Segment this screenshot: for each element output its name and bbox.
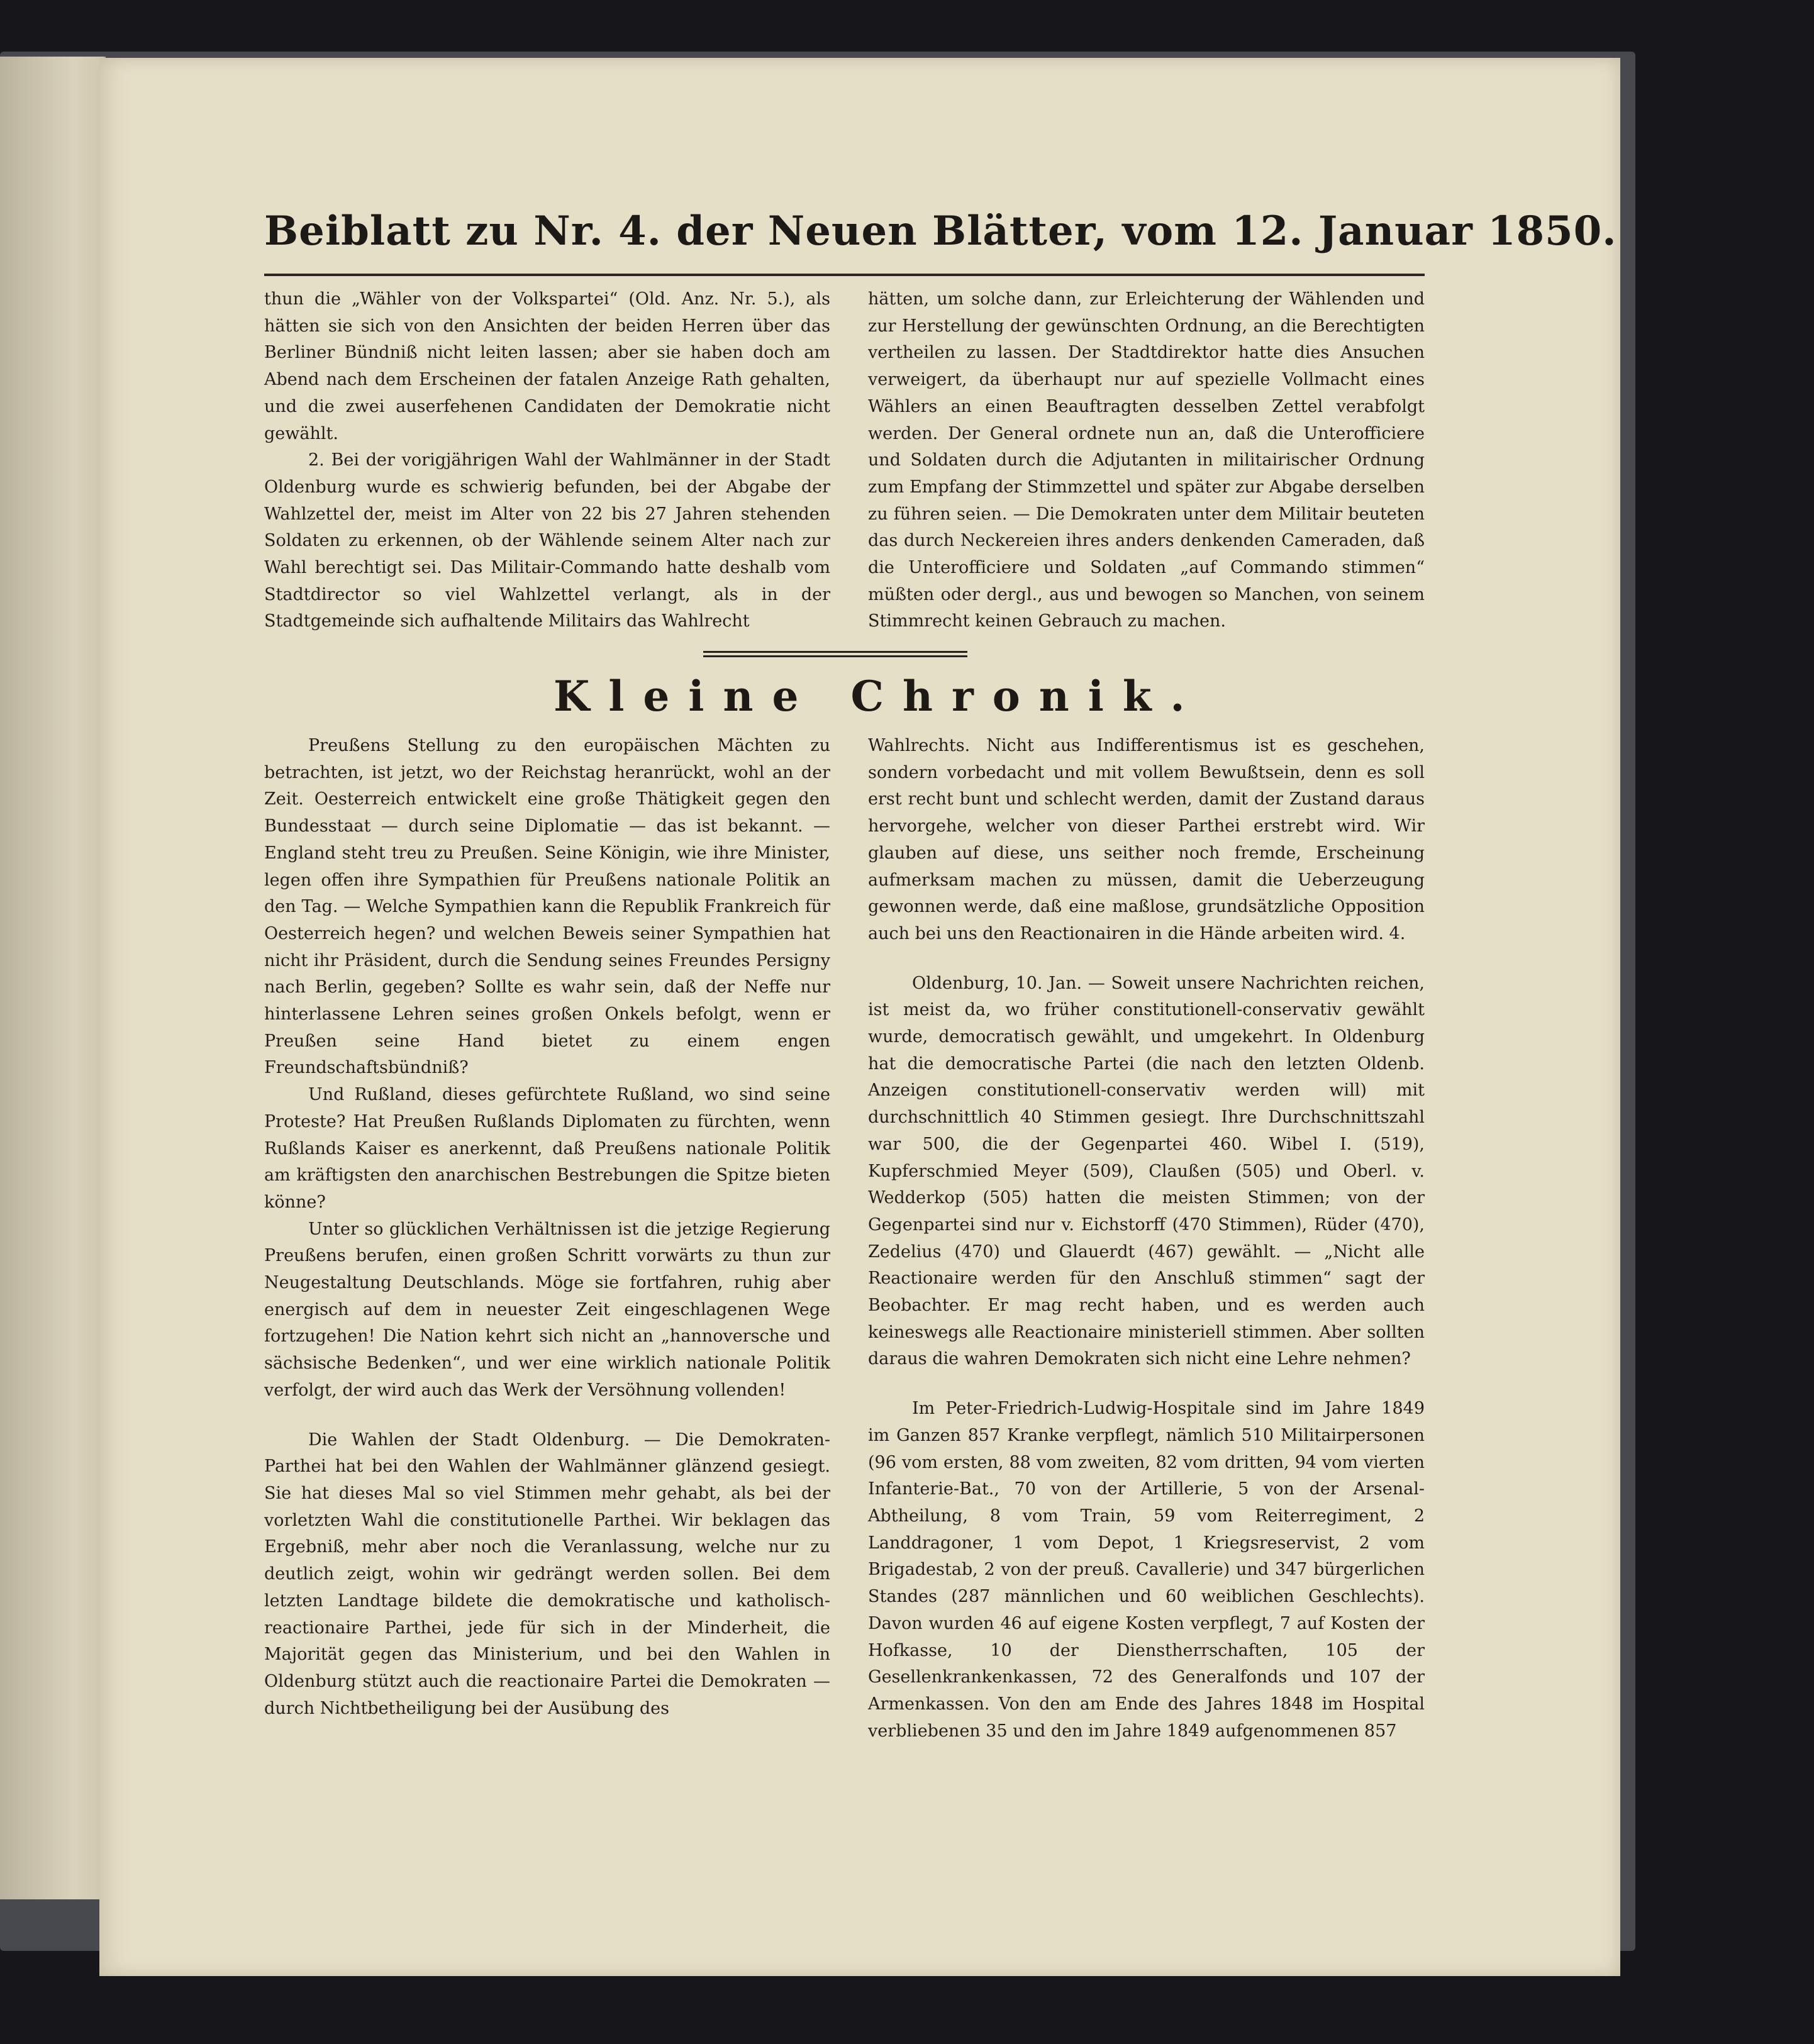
paragraph: Im Peter-Friedrich-Ludwig-Hospitale sind im Jahre 1849 im Ganzen 857 Kranke verpflegt, nämlich 510 Militairpersonen (96 vom ersten, 88 vom zweiten, 82 vom dritten, 94 vom vierten Infanterie-Bat., 70 von der Artillerie, 5 von der Arsenal-Abtheilung, 8 vom Train, 59 vom Reiterregiment, 2 Landdragoner, 1 vom Depot, 1 Kriegsreservist, 2 vom Brigadestab, 2 von der preuß. Cavallerie) und 347 bürgerlichen Standes (287 männlichen und 60 weiblichen Geschlechts). Davon wurden 46 auf eigene Kosten verpflegt, 7 auf Kosten der Hofkasse, 10 der Dienstherrschaften, 105 der Gesellenkrankenkassen, 72 des Generalfonds und 107 der Armenkassen. Von den am Ende des Jahres 1848 im Hospital verbliebenen 35 und den im Jahre 1849 aufgenommenen 857	[868, 1399, 1425, 1741]
paragraph: 2. Bei der vorigjährigen Wahl der Wahlmänner in der Stadt Oldenburg wurde es schwierig befunden, bei der Abgabe der Wahlzettel der, meist im Alter von 22 bis 27 Jahren stehenden Soldaten zu erkennen, ob der Wählende seinem Alter nach zur Wahl berechtigt sei. Das Militair-Commando hatte deshalb vom Stadtdirector so viel Wahlzettel verlangt, als in der Stadtgemeinde sich aufhaltende Militairs das Wahlrecht	[264, 450, 830, 631]
column-top-left	[264, 286, 830, 635]
paragraph: Unter so glücklichen Verhältnissen ist die jetzige Regierung Preußens berufen, einen großen Schritt vorwärts zu thun zur Neugestaltung Deutschlands. Möge sie fortfahren, ruhig aber energisch auf dem in neuester Zeit eingeschlagenen Wege fortzugehen! Die Nation kehrt sich nicht an „hannoversche und sächsische Bedenken“, und wer eine wirklich nationale Politik verfolgt, der wird auch das Werk der Versöhnung vollenden!	[264, 1219, 830, 1400]
column-bottom-right	[868, 733, 1425, 1745]
column-top-right	[868, 286, 1425, 635]
paragraph: Oldenburg, 10. Jan. — Soweit unsere Nachrichten reichen, ist meist da, wo früher constitutionell-conservativ gewählt wurde, democratisch gewählt, und umgekehrt. In Oldenburg hat die democratische Partei (die nach den letzten Oldenb. Anzeigen constitutionell-conservativ werden will) mit durchschnittlich 40 Stimmen gesiegt. Ihre Durchschnittszahl war 500, die der Gegenpartei 460. Wibel I. (519), Kupferschmied Meyer (509), Claußen (505) und Oberl. v. Wedderkop (505) hatten die meisten Stimmen; von der Gegenpartei sind nur v. Eichstorff (470 Stimmen), Rüder (470), Zedelius (470) und Glauerdt (467) gewählt. — „Nicht alle Reactionaire werden für den Anschluß stimmen“ sagt der Beobachter. Er mag recht haben, und es werden auch keineswegs alle Reactionaire ministeriell stimmen. Aber sollten daraus die wahren Demokraten sich nicht eine Lehre nehmen?	[868, 973, 1425, 1369]
paragraph: Und Rußland, dieses gefürchtete Rußland, wo sind seine Proteste? Hat Preußen Rußlands Diplomaten zu fürchten, wenn Rußlands Kaiser es anerkennt, daß Preußens nationale Politik am kräftigsten den anarchischen Bestrebungen die Spitze bieten könne?	[264, 1085, 830, 1212]
paragraph: Wahlrechts. Nicht aus Indifferentismus ist es geschehen, sondern vorbedacht und mit vollem Bewußtsein, denn es soll erst recht bunt und schlecht werden, damit der Zustand daraus hervorgehe, welcher von dieser Parthei erstrebt wird. Wir glauben auf diese, uns seither noch fremde, Erscheinung aufmerksam machen zu müssen, damit die Ueberzeugung gewonnen werde, daß eine maßlose, grundsätzliche Opposition auch bei uns den Reactionairen in die Hände arbeiten wird. 4.	[868, 736, 1425, 943]
column-bottom-left	[264, 733, 830, 1722]
paragraph: thun die „Wähler von der Volkspartei“ (Old. Anz. Nr. 5.), als hätten sie sich von den Ansichten der beiden Herren über das Berliner Bündniß nicht leiten lassen; aber sie haben doch am Abend nach dem Erscheinen der fatalen Anzeige Rath gehalten, und die zwei auserfehenen Candidaten der Demokratie nicht gewählt.	[264, 289, 830, 443]
paragraph: Die Wahlen der Stadt Oldenburg. — Die Demokraten-Parthei hat bei den Wahlen der Wahlmänner glänzend gesiegt. Sie hat dieses Mal so viel Stimmen mehr gehabt, als bei der vorletzten Wahl die constitutionelle Parthei. Wir beklagen das Ergebniß, mehr aber noch die Veranlassung, welche nur zu deutlich zeigt, wohin wir gedrängt werden sollen. Bei dem letzten Landtage bildete die demokratische und katholisch-reactionaire Parthei, jede für sich in der Minderheit, die Majorität gegen das Ministerium, und bei den Wahlen in Oldenburg stützt auch die reactionaire Partei die Demokraten — durch Nichtbetheiligung bei der Ausübung des	[264, 1430, 830, 1718]
paragraph: hätten, um solche dann, zur Erleichterung der Wählenden und zur Herstellung der gewünschten Ordnung, an die Berechtigten vertheilen zu lassen. Der Stadtdirektor hatte dies Ansuchen verweigert, da überhaupt nur auf spezielle Vollmacht eines Wählers an einen Beauftragten desselben Zettel verabfolgt werden. Der General ordnete nun an, daß die Unterofficiere und Soldaten durch die Adjutanten in militairischer Ordnung zum Empfang der Stimmzettel und später zur Abgabe derselben zu führen seien. — Die Demokraten unter dem Militair beuteten das durch Neckereien ihres anders denkenden Cameraden, daß die Unterofficiere und Soldaten „auf Commando stimmen“ müßten oder dergl., aus und bewogen so Manchen, von seinem Stimmrecht keinen Gebrauch zu machen.	[868, 289, 1425, 631]
section-heading: Kleine Chronik.	[554, 672, 1204, 721]
masthead-title: Beiblatt zu Nr. 4. der Neuen Blätter, vom 12. Januar 1850.	[264, 208, 1617, 255]
masthead-rule	[264, 274, 1425, 276]
left-page-edge	[0, 57, 106, 1899]
paragraph: Preußens Stellung zu den europäischen Mächten zu betrachten, ist jetzt, wo der Reichstag heranrückt, wohl an der Zeit. Oesterreich entwickelt eine große Thätigkeit gegen den Bundesstaat — durch seine Diplomatie — das ist bekannt. — England steht treu zu Preußen. Seine Königin, wie ihre Minister, legen offen ihre Sympathien für Preußens nationale Politik an den Tag. — Welche Sympathien kann die Republik Frankreich für Oesterreich hegen? und welchen Beweis seiner Sympathien hat nicht ihr Präsident, durch die Sendung seines Freundes Persigny nach Berlin, gegeben? Sollte es wahr sein, daß der Neffe nur hinterlassene Lehren seines großen Onkels befolgt, wenn er Preußen seine Hand bietet zu einem engen Freundschaftsbündniß?	[264, 736, 830, 1078]
section-divider	[703, 651, 967, 657]
